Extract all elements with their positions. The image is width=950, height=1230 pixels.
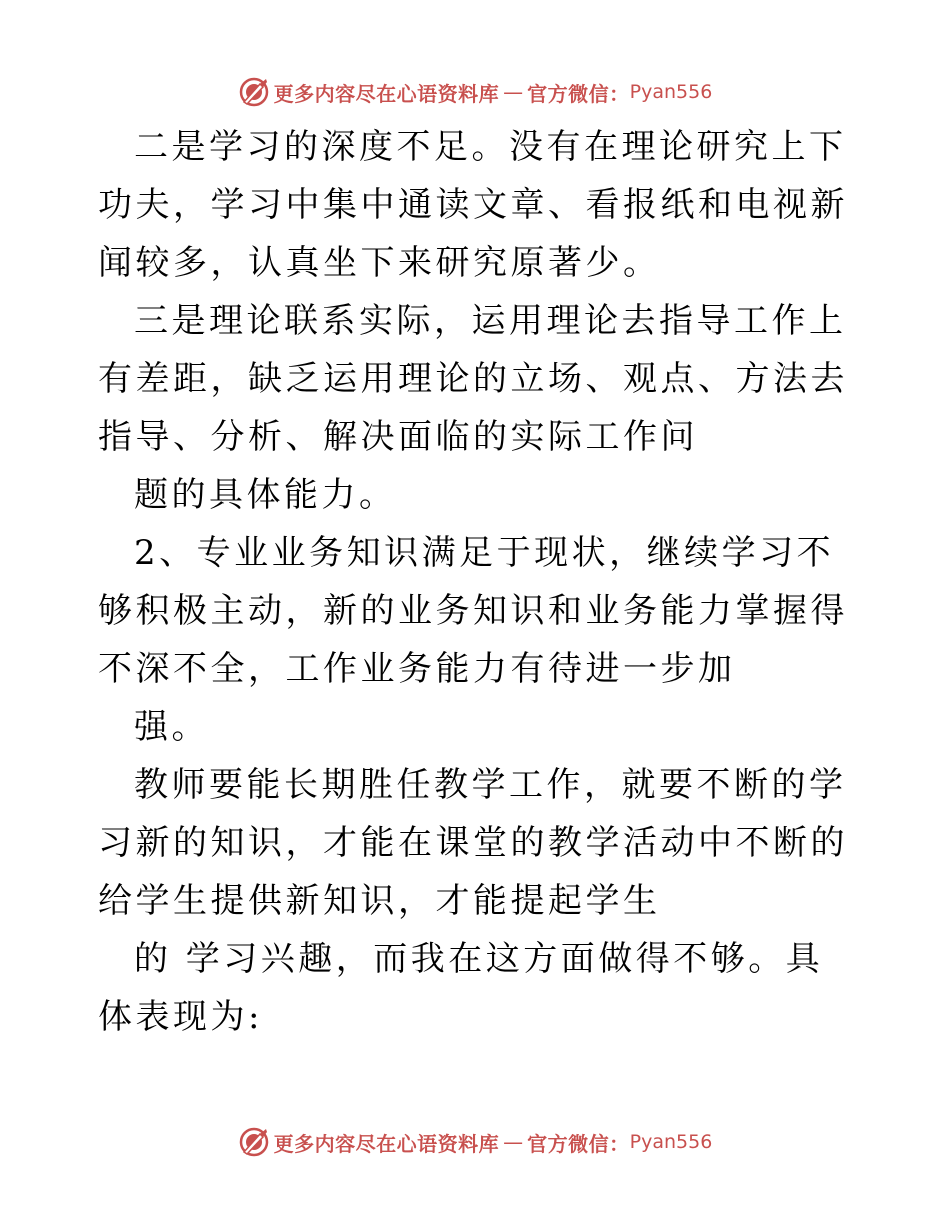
header-banner bbox=[0, 72, 950, 112]
footer-wechat-label: 官方微信： bbox=[527, 1131, 630, 1156]
header-banner-text: 更多内容尽在心语资料库 bbox=[273, 81, 500, 106]
paragraph: 2、专业业务知识满足于现状，继续学习不够积极主动，新的业务知识和业务能力掌握得不深不全，工作业务能力有待进一步加 bbox=[98, 533, 848, 689]
header-banner-dash: — bbox=[503, 80, 524, 104]
pen-logo-icon bbox=[238, 76, 270, 108]
header-wechat-label: 官方微信： bbox=[527, 81, 630, 106]
footer-wechat-id: Pyan556 bbox=[629, 1131, 713, 1153]
header-wechat-id: Pyan556 bbox=[629, 81, 713, 103]
footer-banner bbox=[0, 1122, 950, 1162]
paragraph: 的 学习兴趣，而我在这方面做得不够。具体表现为: bbox=[98, 939, 824, 1037]
paragraph: 强。 bbox=[134, 707, 209, 747]
paragraph: 题的具体能力。 bbox=[134, 475, 397, 515]
paragraph: 教师要能长期胜任教学工作，就要不断的学习新的知识，才能在课堂的教学活动中不断的给学生提供新知识，才能提起学生 bbox=[98, 765, 848, 921]
footer-banner-dash: — bbox=[503, 1130, 524, 1154]
footer-banner-text: 更多内容尽在心语资料库 bbox=[273, 1131, 500, 1156]
paragraph: 二是学习的深度不足。没有在理论研究上下功夫，学习中集中通读文章、看报纸和电视新闻较多，认真坐下来研究原著少。 bbox=[98, 127, 848, 283]
paragraph: 三是理论联系实际，运用理论去指导工作上有差距，缺乏运用理论的立场、观点、方法去指导、分析、解决面临的实际工作问 bbox=[98, 301, 848, 457]
document-body bbox=[98, 118, 858, 1046]
pen-logo-icon bbox=[238, 1126, 270, 1158]
